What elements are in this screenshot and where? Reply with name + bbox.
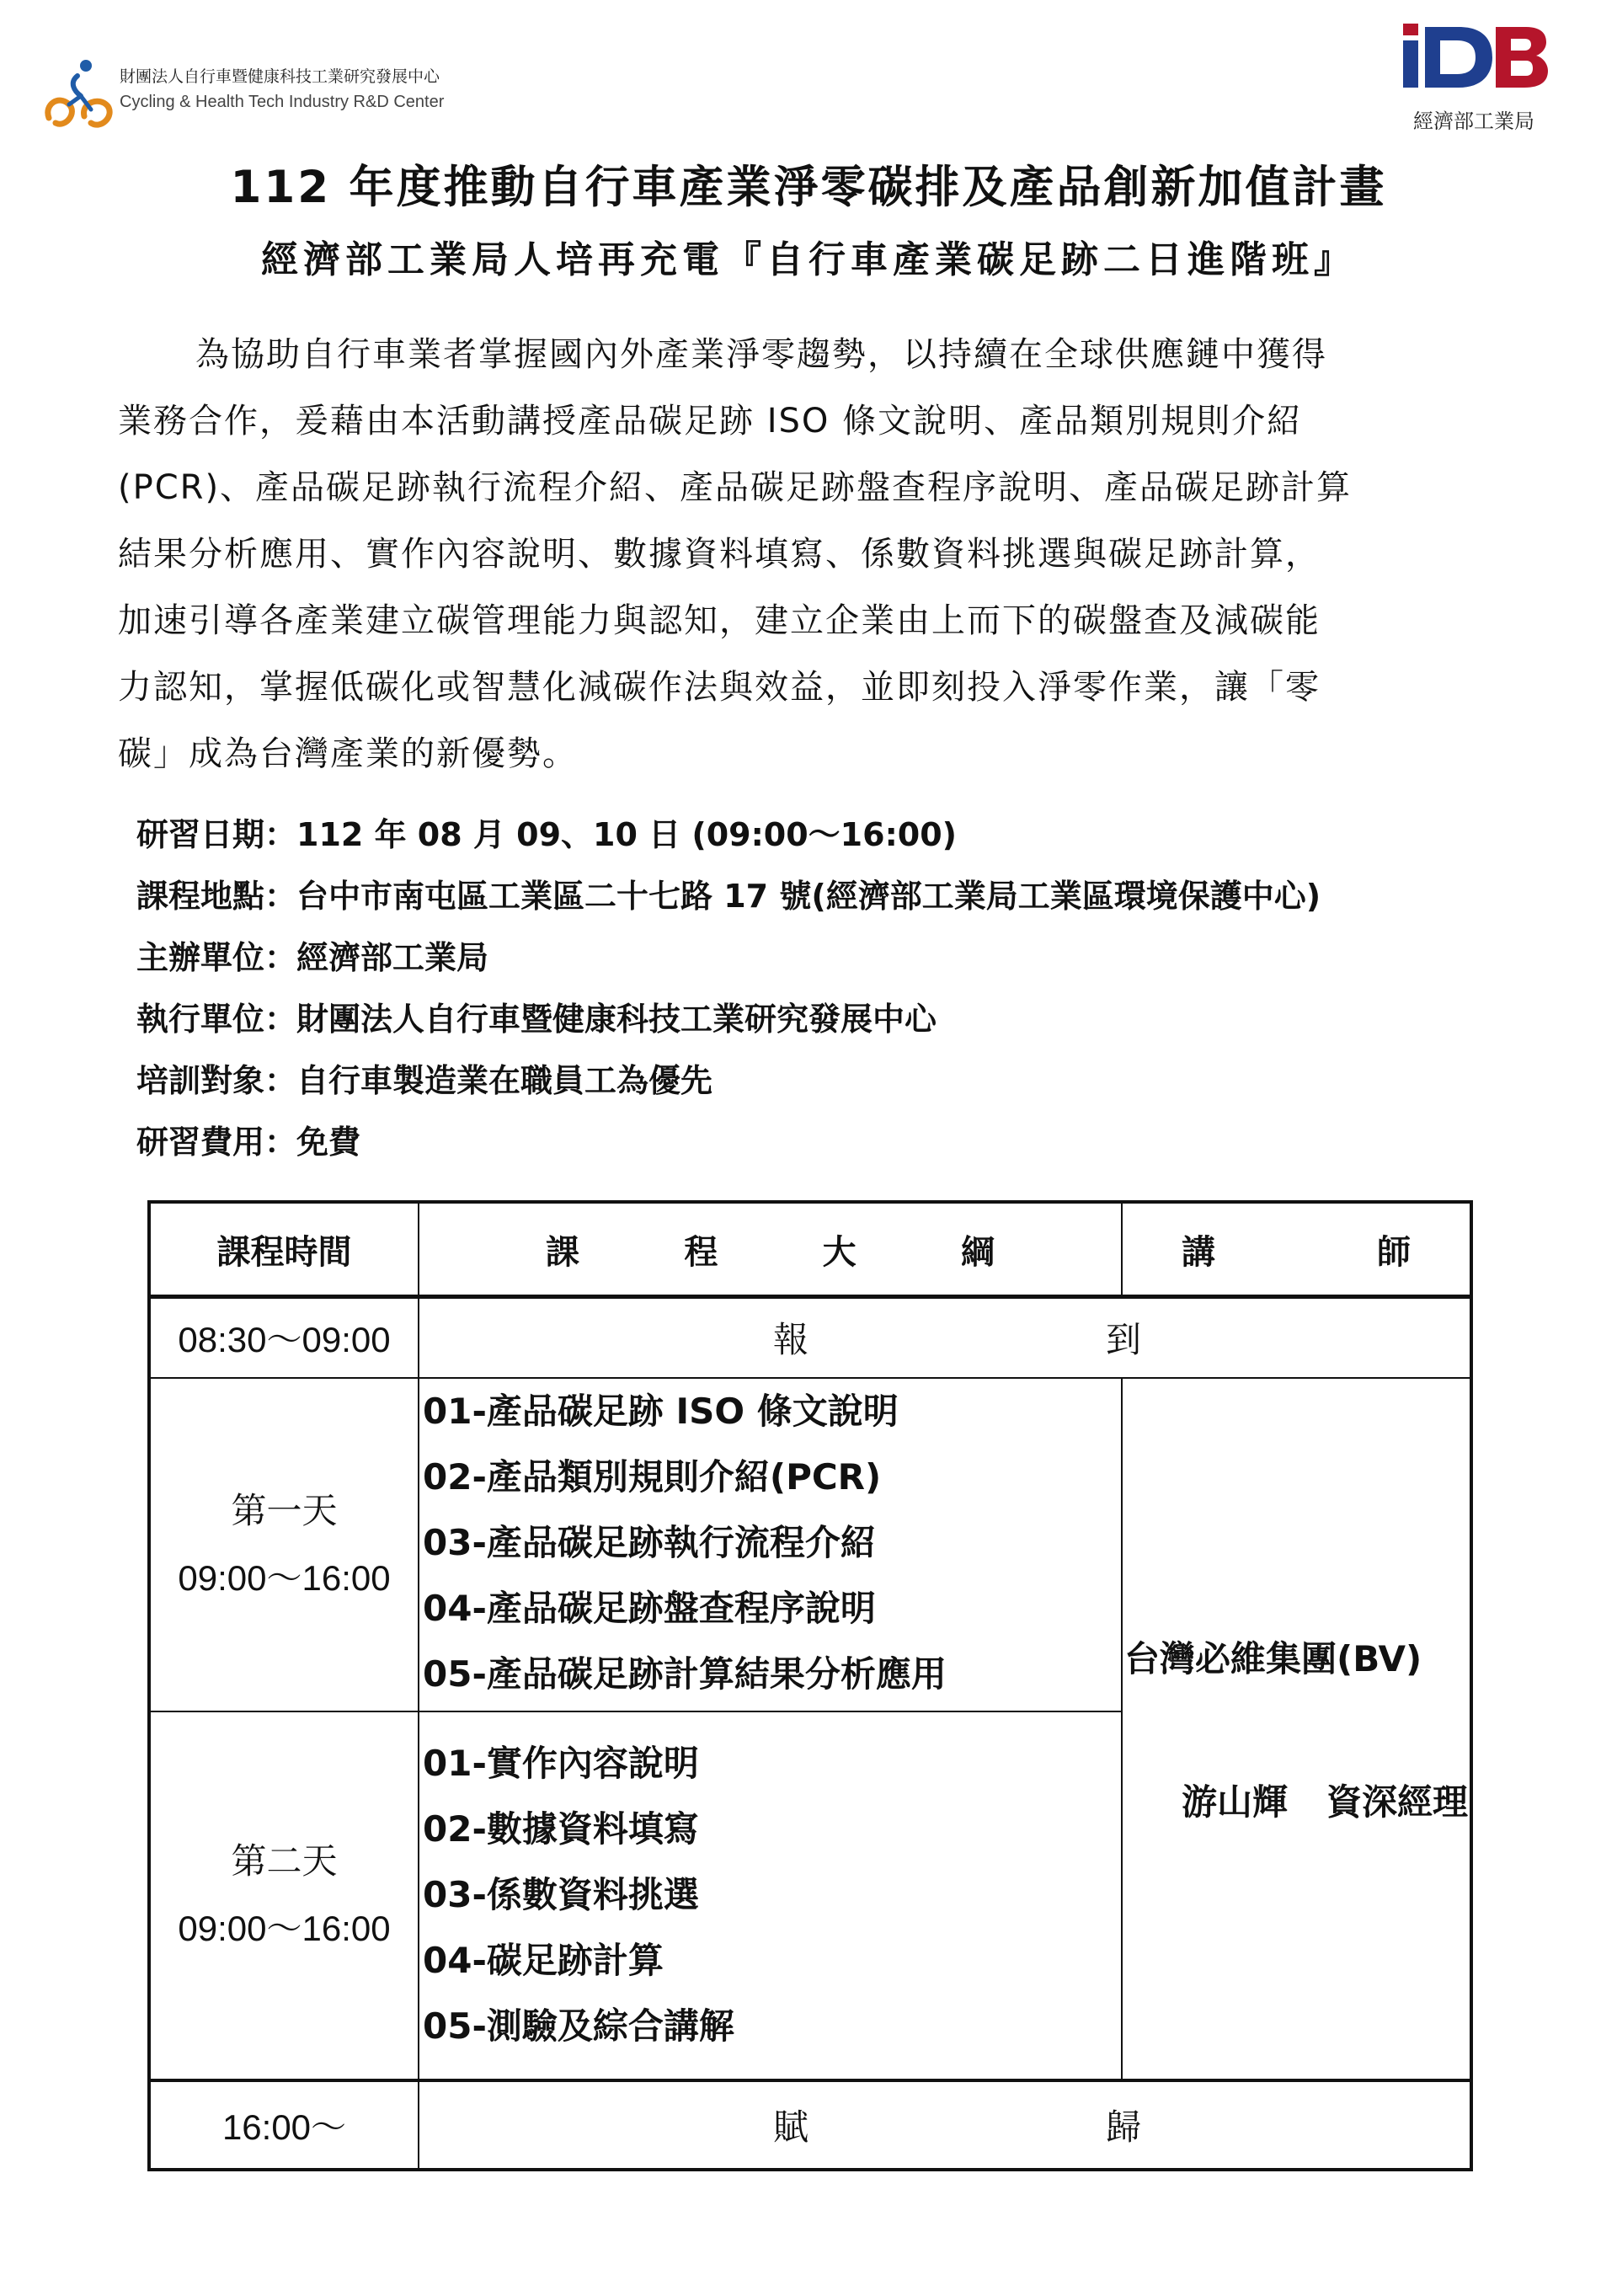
instructor-name: 游山輝 <box>1181 1781 1288 1823</box>
topic-item: 04-碳足跡計算 <box>423 1939 664 1981</box>
header-instructor: 講 師 <box>1122 1202 1471 1297</box>
info-label: 研習日期： <box>136 816 297 853</box>
info-row-location <box>136 870 1501 932</box>
day1-cell <box>149 1378 419 1711</box>
checkin-label: 報 到 <box>419 1297 1471 1378</box>
page-subtitle: 經濟部工業局人培再充電『自行車產業碳足跡二日進階班』 <box>261 238 1356 281</box>
event-info-list <box>136 809 1501 1177</box>
topic-item: 05-產品碳足跡計算結果分析應用 <box>423 1653 947 1695</box>
intro-line: 為協助自行車業者掌握國內外產業淨零趨勢，以持續在全球供應鏈中獲得 <box>195 335 1327 374</box>
info-row-organizer <box>136 932 1501 993</box>
intro-line: 力認知，掌握低碳化或智慧化減碳作法與效益，並即刻投入淨零作業，讓「零 <box>118 668 1321 707</box>
day1-label: 第一天 <box>231 1489 338 1531</box>
intro-line: 業務合作，爰藉由本活動講授產品碳足跡 ISO 條文說明、產品類別規則介紹 <box>118 402 1303 441</box>
idb-logo-block <box>1398 24 1550 133</box>
info-row-executor <box>136 993 1501 1055</box>
day2-time: 09:00～16:00 <box>178 1909 391 1948</box>
intro-line: (PCR)、產品碳足跡執行流程介紹、產品碳足跡盤查程序說明、產品碳足跡計算 <box>118 468 1353 507</box>
org-logo-block <box>40 57 546 133</box>
day1-time: 09:00～16:00 <box>178 1557 391 1598</box>
intro-line: 結果分析應用、實作內容說明、數據資料填寫、係數資料挑選與碳足跡計算， <box>118 535 1321 574</box>
header-time: 課程時間 <box>149 1202 419 1297</box>
day1-topics <box>419 1378 1122 1711</box>
schedule-table <box>147 1200 1473 2171</box>
instructor-title: 資深經理 <box>1326 1781 1468 1823</box>
table-row-end <box>149 2080 1471 2170</box>
org-name-zh: 財團法人自行車暨健康科技工業研究發展中心 <box>120 67 440 86</box>
info-value: 112 年 08 月 09、10 日 (09:00～16:00) <box>296 816 958 853</box>
info-row-fee <box>136 1116 1501 1177</box>
intro-line: 加速引導各產業建立碳管理能力與認知，建立企業由上而下的碳盤查及減碳能 <box>118 601 1321 640</box>
info-value: 台中市南屯區工業區二十七路 17 號(經濟部工業局工業區環境保護中心) <box>296 878 1321 915</box>
org-name-en: Cycling & Health Tech Industry R&D Center <box>120 93 445 111</box>
day2-topics <box>419 1711 1122 2080</box>
topic-item: 04-產品碳足跡盤查程序說明 <box>423 1587 876 1629</box>
instructor-cell <box>1122 1378 1471 2080</box>
table-header-row <box>149 1202 1471 1297</box>
idb-logo-icon <box>1398 24 1550 89</box>
idb-name: 經濟部工業局 <box>1413 109 1534 133</box>
topic-item: 05-測驗及綜合講解 <box>423 2005 734 2047</box>
intro-line: 碳」成為台灣產業的新優勢。 <box>118 734 578 773</box>
instructor-org: 台灣必維集團(BV) <box>1124 1638 1422 1679</box>
info-label: 培訓對象： <box>136 1062 297 1099</box>
info-label: 執行單位： <box>136 1001 297 1038</box>
topic-item: 01-實作內容說明 <box>423 1742 699 1784</box>
topic-item: 01-產品碳足跡 ISO 條文說明 <box>423 1390 899 1432</box>
checkin-time: 08:30～09:00 <box>149 1297 419 1378</box>
intro-paragraph <box>118 322 1499 788</box>
info-value: 自行車製造業在職員工為優先 <box>296 1062 713 1099</box>
topic-item: 03-產品碳足跡執行流程介紹 <box>423 1521 876 1563</box>
table-row-checkin <box>149 1297 1471 1378</box>
day2-cell <box>149 1711 419 2080</box>
topic-item: 02-產品類別規則介紹(PCR) <box>423 1455 882 1498</box>
info-value: 財團法人自行車暨健康科技工業研究發展中心 <box>296 1001 937 1038</box>
info-label: 課程地點： <box>136 878 297 915</box>
info-value: 免費 <box>296 1124 361 1161</box>
topic-item: 03-係數資料挑選 <box>423 1873 699 1915</box>
info-row-audience <box>136 1055 1501 1116</box>
end-time: 16:00～ <box>149 2080 419 2170</box>
info-label: 主辦單位： <box>136 939 297 976</box>
cycling-center-logo-icon <box>40 57 118 133</box>
end-label: 賦 歸 <box>419 2080 1471 2170</box>
header-outline: 課 程 大 綱 <box>419 1202 1122 1297</box>
info-value: 經濟部工業局 <box>296 939 489 976</box>
instructor-person <box>1123 1775 1470 1825</box>
page-title: 112 年度推動自行車產業淨零碳排及產品創新加值計畫 <box>230 162 1387 213</box>
table-row-day1 <box>149 1378 1471 1711</box>
info-row-date <box>136 809 1501 870</box>
day2-label: 第二天 <box>231 1840 338 1882</box>
info-label: 研習費用： <box>136 1124 297 1161</box>
topic-item: 02-數據資料填寫 <box>423 1807 699 1850</box>
